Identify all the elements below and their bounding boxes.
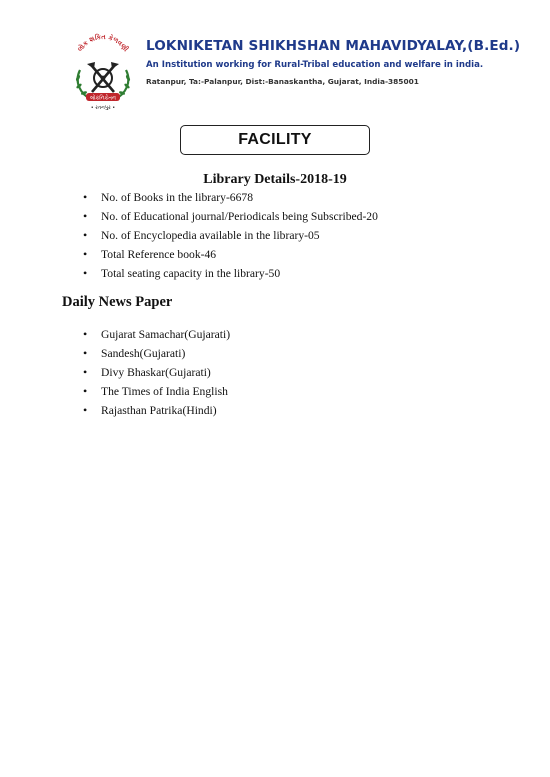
list-item: • Divy Bhaskar(Gujarati) [83,363,230,382]
library-details-title: Library Details-2018-19 [203,172,347,187]
list-item: • No. of Encyclopedia available in the library-05 [83,226,378,245]
list-item: • Total seating capacity in the library-50 [83,264,378,283]
institution-title: LOKNIKETAN SHIKHSHAN MAHAVIDYALAY,(B.Ed.) [146,38,521,54]
facility-heading-box [180,125,370,155]
institution-address: Ratanpur, Ta:-Palanpur, Dist:-Banaskantha, Gujarat, India-385001 [146,77,419,86]
institution-subtitle: An Institution working for Rural-Tribal education and welfare in india. [146,60,484,70]
news-paper-list [83,325,230,420]
letterhead [70,30,521,120]
list-item: • Gujarat Samachar(Gujarati) [83,325,230,344]
facility-heading: FACILITY [238,131,312,148]
list-item: • No. of Educational journal/Periodicals being Subscribed-20 [83,207,378,226]
list-item: • Total Reference book-46 [83,245,378,264]
institution-logo [70,30,136,112]
logo-seal-text: લોકનિકેતન [90,95,116,102]
library-details-list [83,188,378,283]
list-item: • The Times of India English [83,382,230,401]
list-item: • Sandesh(Gujarati) [83,344,230,363]
logo-arc-text: લોક શકિત કેળવણી [76,32,130,54]
svg-text:લોક શકિત કેળવણી [75,33,130,54]
list-item: • Rajasthan Patrika(Hindi) [83,401,230,420]
daily-news-paper-title: Daily News Paper [62,294,173,310]
logo-place-text: • રતનપુર • [90,105,116,111]
list-item: • No. of Books in the library-6678 [83,188,378,207]
